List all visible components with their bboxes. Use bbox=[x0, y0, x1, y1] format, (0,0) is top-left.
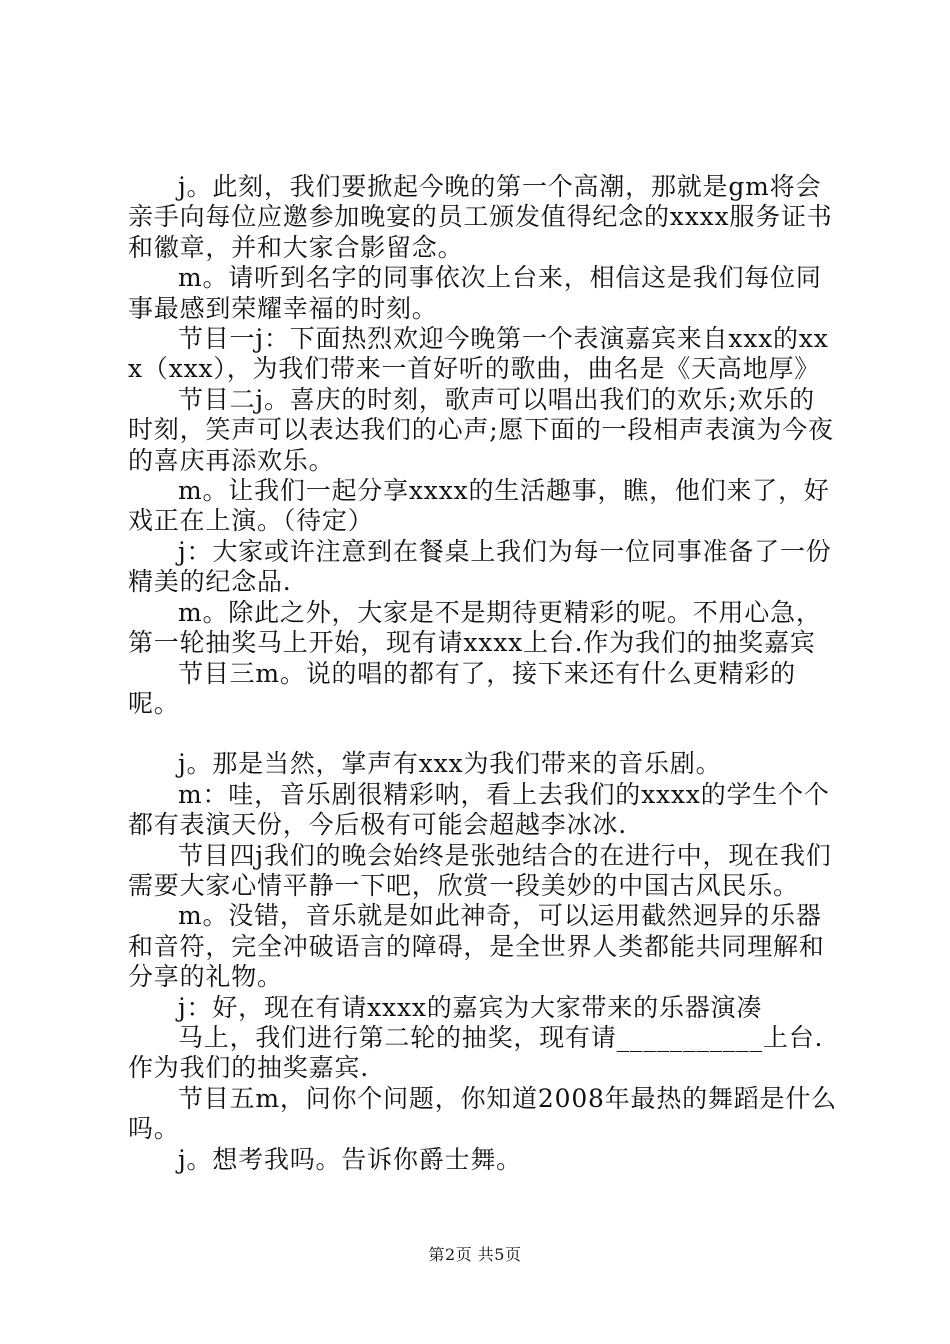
paragraph-7: m。除此之外，大家是不是期待更精彩的呢。不用心急，第一轮抽奖马上开始，现有请xxxx上台.作为我们的抽奖嘉宾 bbox=[128, 597, 822, 658]
paragraph-5: m。让我们一起分享xxxx的生活趣事，瞧，他们来了，好戏正在上演。（待定） bbox=[128, 476, 830, 536]
paragraph-2: m。请听到名字的同事依次上台来，相信这是我们每位同事最感到荣耀幸福的时刻。 bbox=[128, 263, 822, 323]
document-body bbox=[128, 172, 840, 1175]
paragraph-6: j：大家或许注意到在餐桌上我们为每一位同事准备了一份精美的纪念品. bbox=[128, 536, 832, 597]
paragraph-13: j：好，现在有请xxxx的嘉宾为大家带来的乐器演凑 bbox=[178, 992, 763, 1022]
paragraph-9: j。那是当然，掌声有xxx为我们带来的音乐剧。 bbox=[178, 749, 722, 779]
paragraph-15: 节目五m，问你个问题，你知道2008年最热的舞蹈是什么吗。 bbox=[128, 1083, 837, 1144]
paragraph-3: 节目一j：下面热烈欢迎今晚第一个表演嘉宾来自xxx的xxx（xxx），为我们带来一首好听的歌曲，曲名是《天高地厚》 bbox=[128, 324, 829, 384]
paragraph-8: 节目三m。说的唱的都有了，接下来还有什么更精彩的呢。 bbox=[128, 658, 796, 718]
page-footer: 第2页 共5页 bbox=[428, 1245, 522, 1264]
paragraph-14: 马上，我们进行第二轮的抽奖，现有请___________上台.作为我们的抽奖嘉宾. bbox=[128, 1022, 824, 1083]
paragraph-10: m：哇，音乐剧很精彩呐，看上去我们的xxxx的学生个个都有表演天份，今后极有可能会超越李冰冰. bbox=[128, 779, 830, 840]
paragraph-16: j。想考我吗。告诉你爵士舞。 bbox=[178, 1144, 522, 1174]
paragraph-1: j。此刻，我们要掀起今晚的第一个高潮，那就是gm将会亲手向每位应邀参加晚宴的员工颁发值得纪念的xxxx服务证书和徽章，并和大家合影留念。 bbox=[128, 172, 833, 262]
paragraph-11: 节目四j我们的晚会始终是张弛结合的在进行中，现在我们需要大家心情平静一下吧，欣赏一段美妙的中国古风民乐。 bbox=[128, 840, 832, 900]
paragraph-12: m。没错，音乐就是如此神奇，可以运用截然迥异的乐器和音符，完全冲破语言的障碍，是全世界人类都能共同理解和分享的礼物。 bbox=[128, 901, 825, 992]
paragraph-4: 节目二j。喜庆的时刻，歌声可以唱出我们的欢乐;欢乐的时刻，笑声可以表达我们的心声;愿下面的一段相声表演为今夜的喜庆再添欢乐。 bbox=[128, 384, 834, 475]
